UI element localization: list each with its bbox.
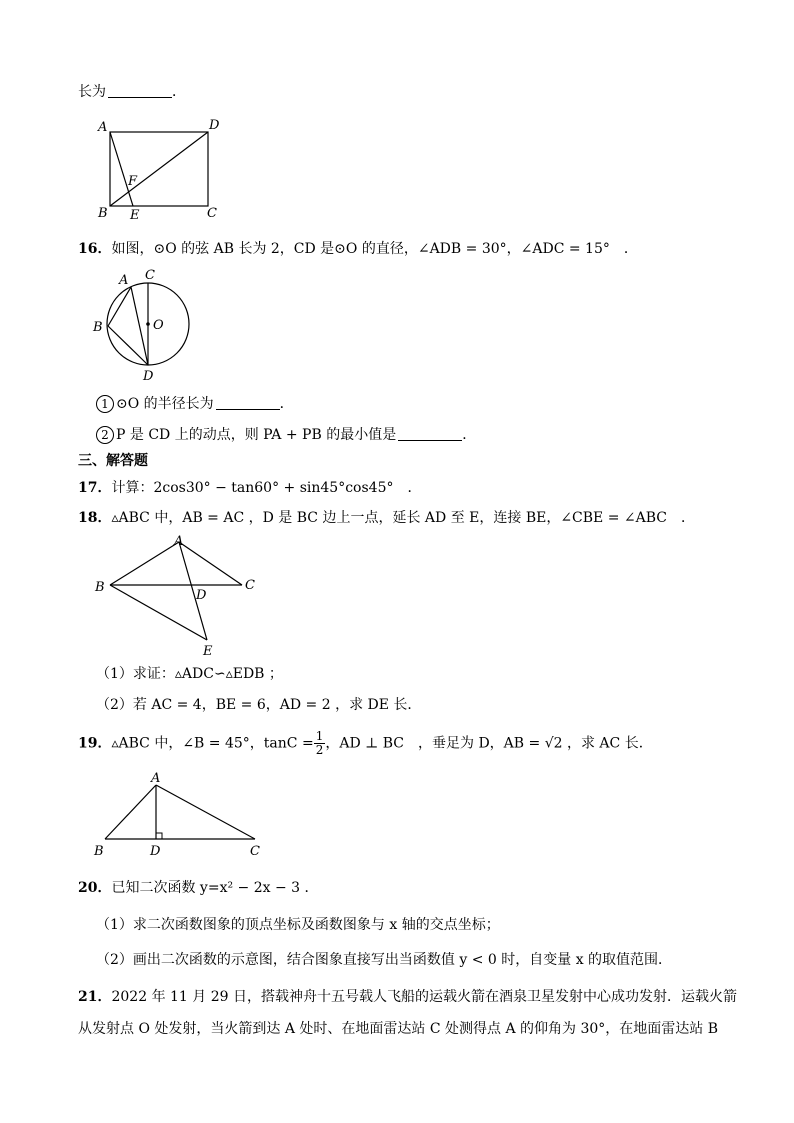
- q15-tail-end: ．: [172, 84, 186, 100]
- fraction-denominator: 2: [315, 743, 324, 757]
- figure-circle: [88, 264, 198, 382]
- label-e: E: [130, 208, 140, 223]
- label-d: D: [196, 588, 207, 603]
- label-a: A: [174, 534, 184, 549]
- q16-sub2: [96, 425, 476, 445]
- answer-blank[interactable]: [216, 395, 280, 410]
- label-d: D: [143, 369, 154, 382]
- segment-ab: [105, 785, 156, 839]
- question-19: [78, 730, 653, 757]
- segment-ac: [156, 785, 255, 839]
- figure-right-triangle: [88, 768, 273, 860]
- label-b: B: [95, 580, 105, 595]
- q15-tail: [78, 82, 186, 102]
- q20-text: 已知二次函数 y=x² − 2x − 3 ．: [111, 880, 319, 896]
- q17-text: 计算：2cos30° − tan60° + sin45°cos45° ．: [111, 480, 422, 496]
- label-c: C: [145, 268, 155, 283]
- section-title: 三、解答题: [78, 453, 148, 469]
- label-a: A: [151, 771, 161, 786]
- q16-text: 如图，⊙O 的弦 AB 长为 2，CD 是⊙O 的直径，∠ADB = 30°，∠ADC = 15° ．: [111, 241, 638, 257]
- figure-triangle-extended: [90, 530, 265, 660]
- question-20: [78, 878, 319, 898]
- circled-number-1: 1: [96, 395, 114, 413]
- fraction-one-half: [314, 730, 326, 757]
- label-f: F: [128, 174, 138, 189]
- label-b: B: [98, 206, 108, 221]
- q16-sub1: [96, 394, 294, 414]
- q18-sub2: （2）若 AC = 4，BE = 6，AD = 2 ，求 DE 长．: [96, 697, 422, 713]
- label-e: E: [203, 644, 213, 659]
- q21-line1: 2022 年 11 月 29 日，搭载神舟十五号载人飞船的运载火箭在酒泉卫星发射中心成功发射．运载火箭: [111, 989, 737, 1005]
- label-c: C: [245, 578, 255, 593]
- q16-sub2-end: ．: [462, 427, 477, 443]
- q16-number: 16．: [78, 241, 112, 257]
- label-c: C: [207, 206, 217, 221]
- q18-number: 18．: [78, 510, 112, 526]
- label-b: B: [93, 320, 103, 335]
- q20-sub1: （1）求二次函数图象的顶点坐标及函数图象与 x 轴的交点坐标；: [96, 917, 500, 933]
- question-16: [78, 239, 638, 259]
- label-a: A: [98, 120, 108, 135]
- label-d: D: [209, 118, 220, 133]
- q19-number: 19．: [78, 735, 112, 752]
- q21-number: 21．: [78, 989, 112, 1005]
- label-b: B: [94, 844, 104, 859]
- q18-text: ▵ABC 中，AB = AC ，D 是 BC 边上一点，延长 AD 至 E，连接 BE，∠CBE = ∠ABC ．: [111, 510, 696, 526]
- label-a: A: [119, 273, 129, 288]
- q16-sub1-text: ⊙O 的半径长为: [116, 396, 214, 412]
- label-d: D: [150, 844, 161, 859]
- circled-number-2: 2: [96, 426, 114, 444]
- right-angle-mark: [156, 833, 162, 839]
- q19-text-pre: ▵ABC 中，∠B = 45°，tanC =: [111, 735, 314, 752]
- q21-line2: 从发射点 O 处发射，当火箭到达 A 处时、在地面雷达站 C 处测得点 A 的仰角为 30°，在地面雷达站 B: [78, 1021, 719, 1037]
- label-o: O: [153, 318, 164, 333]
- fraction-numerator: 1: [315, 729, 324, 743]
- segment-bd: [110, 132, 208, 206]
- q20-number: 20．: [78, 880, 112, 896]
- segment-ab: [110, 542, 179, 585]
- figure-rectangle: [90, 115, 230, 225]
- label-c: C: [250, 844, 260, 859]
- q20-sub2: （2）画出二次函数的示意图，结合图象直接写出当函数值 y < 0 时，自变量 x 的取值范围．: [96, 952, 673, 968]
- answer-blank[interactable]: [398, 426, 462, 441]
- q19-text-post: ，AD ⊥ BC ，垂足为 D，AB = √2 ，求 AC 长．: [325, 735, 653, 752]
- center-point: [146, 322, 150, 326]
- question-17: [78, 478, 422, 498]
- segment-ae: [110, 132, 133, 206]
- segment-ac: [179, 542, 242, 585]
- q17-number: 17．: [78, 480, 112, 496]
- question-18: [78, 508, 695, 528]
- answer-blank[interactable]: [108, 83, 172, 98]
- q16-sub1-end: ．: [279, 396, 294, 412]
- chord-ad: [131, 287, 148, 365]
- q15-tail-text: 长为: [78, 84, 106, 100]
- q16-sub2-text: P 是 CD 上的动点，则 PA + PB 的最小值是: [116, 427, 397, 443]
- question-21: [78, 987, 737, 1007]
- q18-sub1: （1）求证：▵ADC∽▵EDB ；: [96, 666, 283, 682]
- segment-be: [110, 585, 207, 640]
